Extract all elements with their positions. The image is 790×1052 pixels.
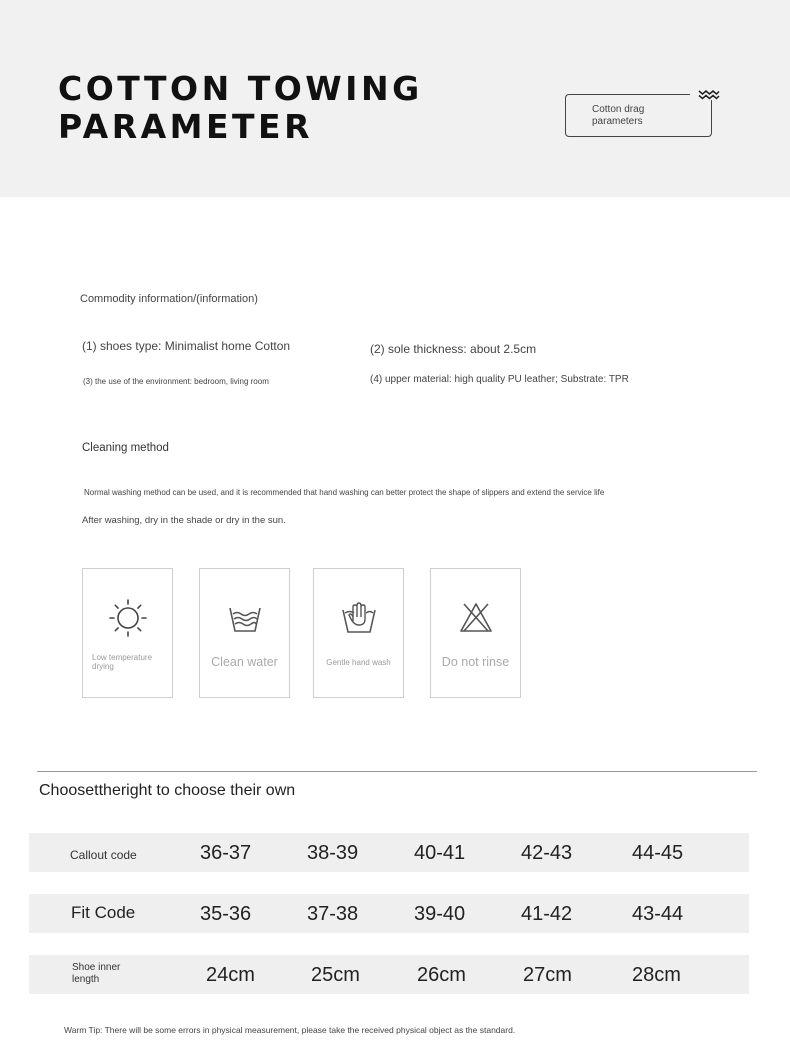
page-title [58,70,423,146]
cleaning-heading: Cleaning method [82,442,169,454]
care-card-clean-water [199,568,290,698]
size-row-fit-code [29,894,749,933]
care-label: Do not rinse [441,655,510,669]
commodity-item-1: (1) shoes type: Minimalist home Cotton [82,339,291,353]
size-row-callout-code [29,833,749,872]
care-card-low-temp-drying [82,568,173,698]
care-card-gentle-hand-wash [313,568,404,698]
commodity-item-3: (3) the use of the environment: bedroom, living room [83,377,269,386]
care-label: Low temperature drying [92,653,153,671]
size-cell: 25cm [311,964,360,986]
title-line-2: PARAMETER [58,107,313,146]
hand-wash-icon [338,597,380,639]
size-cell: 41-42 [521,903,573,925]
size-cell: 42-43 [521,842,573,864]
size-cell: 36-37 [200,842,252,864]
commodity-item-2: (2) sole thickness: about 2.5cm [370,342,537,356]
size-cell: 24cm [206,964,255,986]
size-heading: Choosettheright to choose their own [39,782,296,799]
do-not-rinse-icon [455,597,497,639]
care-card-do-not-rinse [430,568,521,698]
row-label: Callout code [70,848,137,862]
cleaning-line-1: Normal washing method can be used, and it is recommended that hand washing can better protect the shape of slippers and extend the service life [84,488,605,497]
size-cell: 26cm [417,964,466,986]
size-cell: 37-38 [307,903,359,925]
size-cell: 39-40 [414,903,466,925]
row-label: Fit Code [71,903,136,922]
size-cell: 38-39 [307,842,359,864]
commodity-item-4: (4) upper material: high quality PU leather; Substrate: TPR [370,374,629,385]
row-label: Shoe inner length [72,962,121,985]
cleaning-line-2: After washing, dry in the shade or dry in the sun. [82,515,286,526]
sun-icon [107,597,149,639]
wave-icon [698,88,720,104]
section-divider [37,771,757,772]
tag-text: Cotton drag parameters [592,104,645,127]
warm-tip: Warm Tip: There will be some errors in physical measurement, please take the received physical object as the standard. [64,1025,516,1035]
commodity-heading: Commodity information/(information) [80,293,258,305]
water-basin-icon [224,597,266,639]
size-cell: 44-45 [632,842,684,864]
size-cell: 27cm [523,964,572,986]
size-cell: 40-41 [414,842,466,864]
size-cell: 28cm [632,964,681,986]
size-cell: 35-36 [200,903,252,925]
size-cell: 43-44 [632,903,684,925]
care-label: Gentle hand wash [326,658,391,667]
title-line-1: COTTON TOWING [58,69,423,108]
care-label: Clean water [211,655,278,669]
size-row-shoe-inner-length [29,955,749,994]
